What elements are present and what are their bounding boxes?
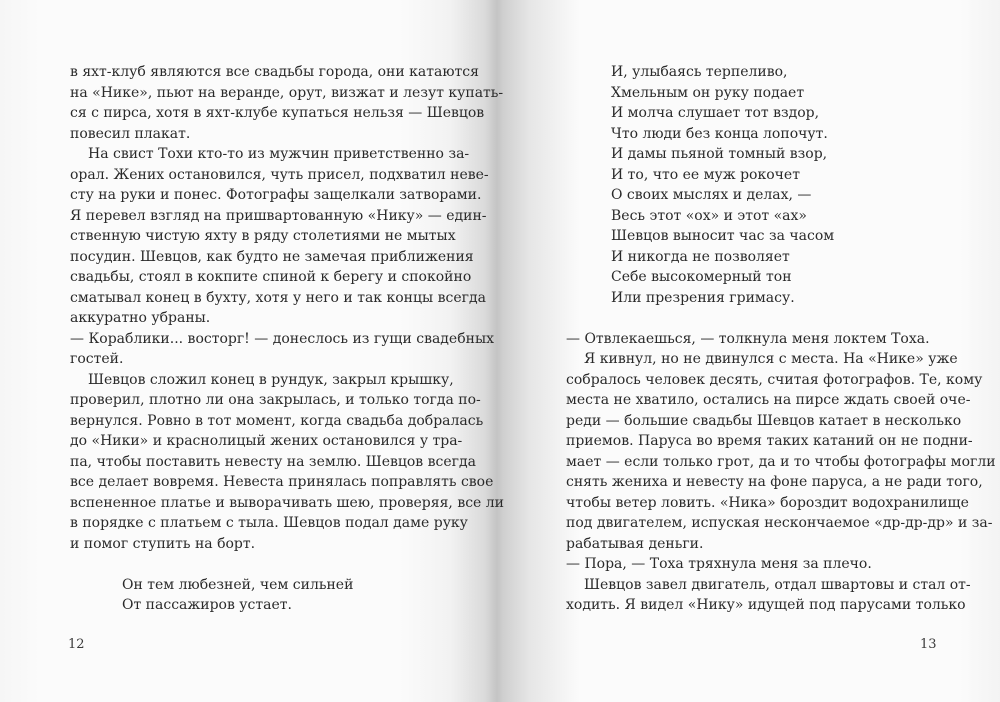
verse-line: Что люди без конца лопочут. [611, 125, 828, 142]
text-line: свадьбы, стоял в кокпите спиной к берегу и спокойно [70, 269, 472, 285]
text-line: вернулся. Ровно в тот момент, когда свадьба добралась [70, 412, 484, 429]
text-line: Шевцов завел двигатель, отдал швартовы и стал от- [584, 576, 971, 593]
verse-line: Шевцов выносит час за часом [611, 228, 835, 244]
text-line: в яхт-клуб являются все свадьбы города, они катаются [70, 64, 479, 80]
text-line: на «Нике», пьют на веранде, орут, визжат и лезут купать- [70, 84, 504, 101]
verse-line: И молча слушает тот вздор, [611, 105, 820, 121]
verse-line: От пассажиров устает. [122, 597, 292, 613]
text-line: Я кивнул, но не двинулся с места. На «Нике» уже [584, 351, 958, 367]
verse-line: Хмельным он руку подает [611, 84, 805, 101]
verse-line: Себе высокомерный тон [611, 269, 792, 285]
right-page [500, 0, 1000, 702]
text-line: Я перевел взгляд на пришвартованную «Нику» — един- [70, 207, 487, 224]
text-line: ходить. Я видел «Нику» идущей под парусами только [566, 597, 966, 613]
text-line: и помог ступить на борт. [70, 535, 256, 552]
text-line: вспененное платье и выворачивать шею, проверяя, все ли [70, 494, 504, 511]
left-page-text [70, 62, 504, 616]
text-line: сматывал конец в бухту, хотя у него и так концы всегда [70, 289, 486, 306]
text-line: повесил плакат. [70, 125, 191, 142]
page-number-right: 13 [920, 637, 937, 652]
text-line: проверил, плотно ли она закрылась, и только тогда по- [70, 392, 481, 408]
verse-line: Он тем любезней, чем сильней [122, 576, 354, 593]
right-page-text [566, 62, 996, 616]
text-line: до «Ники» и краснолицый жених остановился у тра- [70, 433, 463, 449]
text-line: все делает вовремя. Невеста принялась поправлять свое [70, 474, 494, 490]
verse-block [70, 575, 504, 616]
verse-line: О своих мыслях и делах, — [611, 187, 812, 203]
text-line: ственную чистую яхту в ряду столетиями не мытых [70, 228, 456, 244]
verse-block [566, 62, 996, 308]
text-line: места не хватило, остались на пирсе ждать своей оче- [566, 392, 971, 408]
text-line: — Кораблики... восторг! — донеслось из гущи свадебных [70, 330, 495, 347]
text-line: мает — если только грот, да и то чтобы фотографы могли [566, 453, 996, 470]
text-line: собралось человек десять, считая фотографов. Те, кому [566, 371, 983, 388]
text-line: гостей. [70, 351, 124, 367]
text-line: сту на руки и понес. Фотографы защелкали затворами. [70, 187, 482, 203]
text-line: ся с пирса, хотя в яхт-клубе купаться нельзя — Шевцов [70, 105, 485, 121]
verse-line: Весь этот «ох» и этот «ах» [611, 207, 807, 224]
text-line: реди — большие свадьбы Шевцов катает в несколько [566, 412, 962, 429]
text-line: орал. Жених остановился, чуть присел, подхватил неве- [70, 166, 489, 183]
verse-line: И, улыбаясь терпеливо, [611, 64, 788, 80]
text-line: На свист Тохи кто-то из мужчин приветственно за- [88, 146, 470, 162]
text-line: рабатывая деньги. [566, 535, 704, 552]
text-line: в порядке с платьем с тыла. Шевцов подал даме руку [70, 515, 468, 531]
stanza-gap [70, 554, 504, 575]
text-line: па, чтобы поставить невесту на землю. Шевцов всегда [70, 453, 476, 470]
text-line: чтобы ветер ловить. «Ника» бороздит водохранилище [566, 494, 969, 511]
text-line: снять жениха и невесту на фоне паруса, а не ради того, [566, 474, 983, 490]
verse-line: Или презрения гримасу. [611, 289, 795, 306]
page-number-left: 12 [68, 637, 85, 652]
text-line: под двигателем, испуская нескончаемое «др-др-др» и за- [566, 515, 993, 531]
text-line: посудин. Шевцов, как будто не замечая приближения [70, 248, 474, 265]
verse-line: И никогда не позволяет [611, 248, 790, 265]
stanza-gap [566, 308, 996, 329]
verse-line: И дамы пьяной томный взор, [611, 146, 828, 162]
text-line: — Отвлекаешься, — толкнула меня локтем Тоха. [566, 330, 930, 347]
text-line: аккуратно убраны. [70, 310, 211, 326]
text-line: Шевцов сложил конец в рундук, закрыл крышку, [88, 371, 454, 388]
verse-line: И то, что ее муж рокочет [611, 166, 800, 183]
text-line: приемов. Паруса во время таких катаний он не подни- [566, 433, 973, 449]
text-line: — Пора, — Тоха тряхнула меня за плечо. [566, 556, 872, 572]
